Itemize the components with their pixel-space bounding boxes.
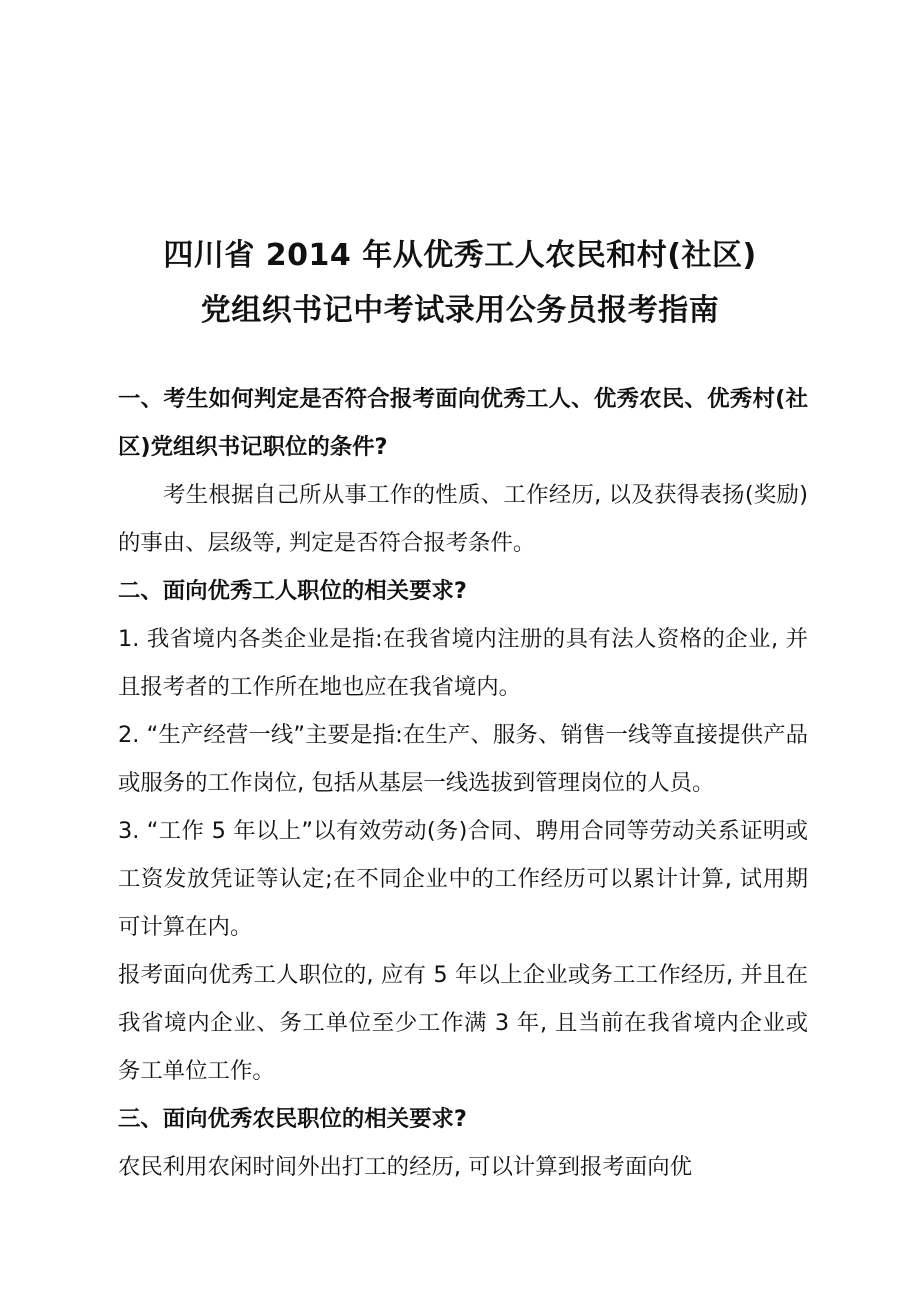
section-heading-3: 三、面向优秀农民职位的相关要求? xyxy=(118,1106,467,1132)
body-paragraph: 3. “工作 5 年以上”以有效劳动(务)合同、聘用合同等劳动关系证明或工资发放凭证等认定;在不同企业中的工作经历可以累计计算, 试用期可计算在内。 xyxy=(118,818,808,940)
body-paragraph: 考生根据自己所从事工作的性质、工作经历, 以及获得表扬(奖励)的事由、层级等, 判定是否符合报考条件。 xyxy=(118,482,808,556)
section-heading-2: 二、面向优秀工人职位的相关要求? xyxy=(118,578,467,604)
document-body xyxy=(118,375,808,1191)
section-heading-1: 一、考生如何判定是否符合报考面向优秀工人、优秀农民、优秀村(社区)党组织书记职位的条件? xyxy=(118,386,808,460)
body-paragraph: 2. “生产经营一线”主要是指:在生产、服务、销售一线等直接提供产品或服务的工作岗位, 包括从基层一线选拔到管理岗位的人员。 xyxy=(118,722,808,796)
title-line-1: 四川省 2014 年从优秀工人农民和村(社区) xyxy=(163,238,757,273)
document-title xyxy=(0,228,920,338)
body-paragraph: 1. 我省境内各类企业是指:在我省境内注册的具有法人资格的企业, 并且报考者的工作所在地也应在我省境内。 xyxy=(118,626,808,700)
body-paragraph: 报考面向优秀工人职位的, 应有 5 年以上企业或务工工作经历, 并且在我省境内企业、务工单位至少工作满 3 年, 且当前在我省境内企业或务工单位工作。 xyxy=(118,962,808,1084)
title-line-2: 党组织书记中考试录用公务员报考指南 xyxy=(200,293,720,328)
body-paragraph: 农民利用农闲时间外出打工的经历, 可以计算到报考面向优 xyxy=(118,1154,692,1180)
